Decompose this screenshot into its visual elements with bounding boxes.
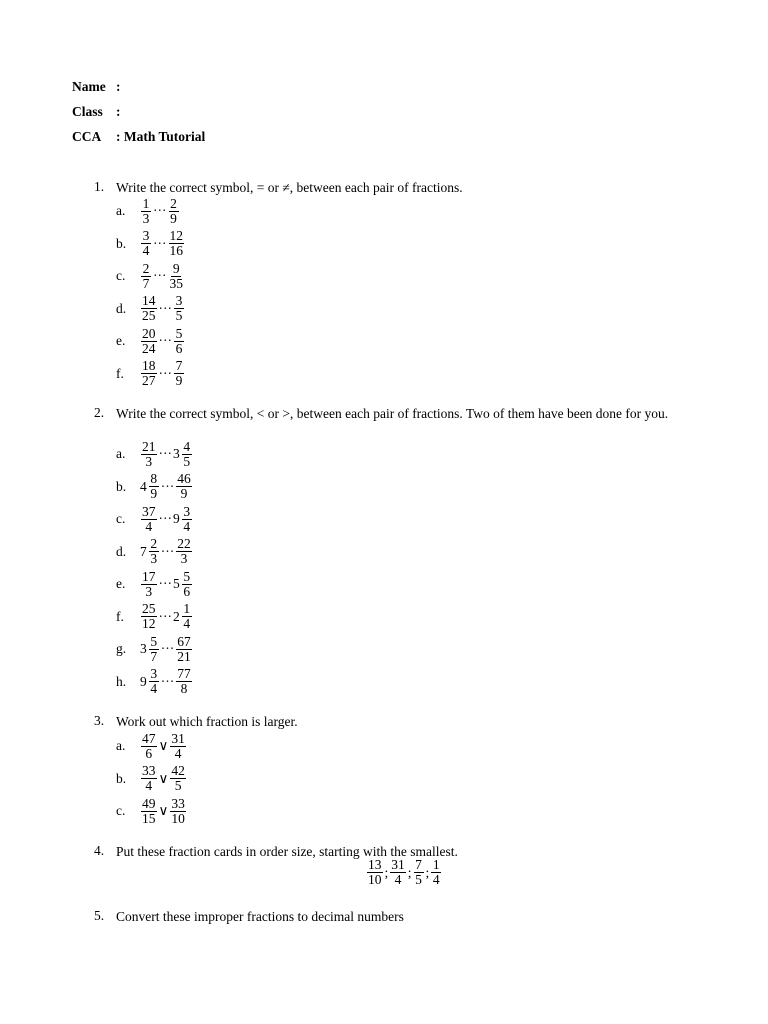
denominator: 10 — [171, 810, 185, 826]
comparison-symbol: ··· — [153, 235, 167, 251]
fraction — [431, 858, 441, 887]
whole-number: 5 — [173, 576, 180, 591]
fraction-wrap — [168, 197, 180, 226]
fraction-wrap — [140, 359, 158, 388]
fraction — [141, 440, 157, 469]
fraction-wrap — [413, 858, 425, 887]
comparison-symbol: ∨ — [158, 738, 169, 753]
fraction-wrap — [175, 472, 193, 501]
denominator: 9 — [175, 373, 183, 388]
item-row — [116, 260, 185, 292]
fraction — [141, 359, 157, 388]
fraction — [169, 229, 185, 258]
numerator: 9 — [172, 260, 180, 276]
denominator: 3 — [142, 210, 150, 226]
numerator: 1 — [142, 195, 150, 211]
denominator: 5 — [183, 453, 191, 469]
class-label: Class — [72, 104, 103, 119]
comparison-symbol: ··· — [158, 511, 172, 526]
question-number: 1. — [94, 179, 105, 194]
fraction — [141, 732, 157, 761]
numerator: 3 — [175, 293, 183, 308]
denominator: 4 — [145, 778, 153, 793]
denominator: 10 — [368, 872, 382, 887]
numerator: 77 — [177, 666, 191, 681]
fraction-wrap — [175, 667, 193, 696]
fraction — [149, 635, 159, 664]
denominator: 3 — [150, 551, 158, 566]
denominator: 7 — [142, 275, 150, 291]
fraction — [141, 197, 151, 226]
denominator: 9 — [170, 210, 177, 226]
denominator: 8 — [180, 681, 188, 696]
numerator: 1 — [183, 601, 191, 616]
item-letter: e. — [116, 576, 126, 591]
comparison-symbol: ∨ — [158, 803, 169, 818]
item-row — [116, 471, 193, 503]
fraction-comparison — [140, 229, 185, 258]
item-letter: b. — [116, 478, 127, 494]
fraction-comparison — [140, 359, 185, 388]
cca-row — [72, 129, 205, 145]
denominator: 6 — [175, 340, 183, 356]
numerator: 4 — [183, 438, 191, 454]
comparison-symbol: ··· — [160, 543, 175, 559]
mixed-number — [173, 440, 193, 469]
fraction — [182, 440, 192, 469]
numerator: 46 — [177, 471, 191, 486]
whole-number: 9 — [140, 673, 147, 689]
denominator: 6 — [145, 745, 153, 761]
fraction-comparison — [140, 764, 187, 793]
item-row — [116, 601, 193, 633]
fraction-wrap — [430, 858, 442, 887]
item-row — [116, 568, 193, 600]
denominator: 21 — [177, 648, 191, 664]
fraction — [174, 294, 184, 323]
denominator: 9 — [180, 486, 188, 501]
fraction-wrap — [169, 732, 187, 761]
question-number: 5. — [94, 908, 105, 923]
fraction-wrap — [140, 327, 158, 356]
whole-number: 4 — [140, 478, 147, 494]
item-letter: a. — [116, 738, 126, 753]
fraction — [170, 732, 186, 761]
item-letter: f. — [116, 608, 124, 624]
denominator: 7 — [150, 648, 158, 664]
numerator: 5 — [183, 568, 191, 584]
fraction-wrap — [366, 858, 384, 887]
denominator: 4 — [150, 681, 158, 696]
fraction-wrap — [140, 732, 158, 761]
numerator: 5 — [175, 325, 183, 341]
fraction-comparison — [140, 602, 193, 631]
fraction — [141, 229, 151, 258]
mixed-number — [173, 505, 193, 534]
comparison-symbol: ··· — [153, 203, 167, 218]
item-row — [116, 503, 193, 535]
fraction-wrap — [169, 764, 187, 793]
fraction — [141, 570, 157, 599]
item-letter: b. — [116, 235, 127, 251]
fraction — [367, 858, 383, 887]
mixed-number — [140, 472, 160, 501]
fraction-comparison — [140, 667, 193, 696]
denominator: 35 — [169, 275, 183, 291]
comparison-symbol: ··· — [160, 673, 175, 689]
mixed-number — [140, 635, 160, 664]
item-letter: a. — [116, 446, 126, 461]
denominator: 5 — [415, 872, 422, 887]
item-row — [116, 666, 193, 698]
denominator: 27 — [142, 373, 156, 388]
numerator: 21 — [142, 438, 156, 454]
fraction-wrap — [169, 797, 187, 826]
item-letter: d. — [116, 543, 127, 559]
numerator: 14 — [142, 293, 156, 308]
item-row — [116, 293, 185, 325]
fraction — [169, 262, 185, 291]
denominator: 4 — [142, 243, 150, 258]
item-letter: g. — [116, 641, 127, 656]
fraction-wrap — [173, 294, 185, 323]
fraction — [176, 537, 192, 566]
question-number: 3. — [94, 713, 105, 728]
item-row — [116, 438, 193, 470]
numerator: 3 — [150, 666, 158, 681]
comparison-symbol: ∨ — [158, 770, 169, 786]
fraction-comparison — [140, 440, 193, 469]
numerator: 33 — [171, 795, 185, 811]
item-letter: c. — [116, 268, 126, 283]
question-number: 4. — [94, 843, 105, 858]
denominator: 4 — [183, 616, 191, 631]
denominator: 4 — [145, 518, 153, 534]
fraction — [141, 505, 157, 534]
denominator: 9 — [150, 486, 158, 501]
fraction — [182, 602, 192, 631]
name-label: Name — [72, 79, 106, 94]
fraction — [182, 505, 192, 534]
fraction — [149, 667, 159, 696]
item-row — [116, 795, 187, 827]
whole-number: 7 — [140, 543, 147, 559]
fraction — [141, 797, 157, 826]
fraction-wrap — [140, 602, 158, 631]
fraction-comparison — [140, 505, 193, 534]
numerator: 31 — [391, 857, 405, 872]
denominator: 3 — [145, 453, 153, 469]
numerator: 5 — [150, 633, 158, 649]
item-row — [116, 763, 187, 795]
fraction-comparison — [140, 262, 185, 291]
numerator: 33 — [142, 763, 156, 778]
fraction-wrap — [173, 327, 185, 356]
fraction-comparison — [140, 570, 193, 599]
numerator: 22 — [177, 536, 191, 551]
numerator: 49 — [142, 795, 156, 811]
fraction-wrap — [140, 229, 152, 258]
fraction-wrap — [140, 797, 158, 826]
item-letter: e. — [116, 333, 126, 348]
numerator: 2 — [170, 195, 177, 211]
numerator: 67 — [177, 633, 191, 649]
fraction — [141, 602, 157, 631]
item-row — [116, 358, 185, 390]
item-row — [116, 325, 185, 357]
fraction-wrap — [175, 635, 193, 664]
fraction-comparison — [140, 797, 187, 826]
numerator: 2 — [150, 536, 158, 551]
denominator: 16 — [169, 243, 183, 258]
fraction — [176, 667, 192, 696]
class-value: : — [116, 104, 121, 119]
item-letter: b. — [116, 770, 127, 786]
card-separator: ; — [425, 864, 430, 880]
fraction — [390, 858, 406, 887]
denominator: 12 — [142, 616, 156, 631]
numerator: 3 — [142, 228, 150, 243]
numerator: 37 — [142, 503, 156, 519]
name-row — [72, 79, 121, 95]
denominator: 4 — [394, 872, 402, 887]
numerator: 1 — [432, 857, 440, 872]
item-row — [116, 195, 180, 227]
mixed-number — [140, 667, 160, 696]
item-row — [116, 633, 193, 665]
fraction-comparison — [140, 635, 193, 664]
fraction-comparison — [140, 197, 180, 226]
fraction-wrap — [389, 858, 407, 887]
comparison-symbol: ··· — [158, 365, 172, 381]
comparison-symbol: ··· — [158, 576, 172, 591]
denominator: 4 — [183, 518, 191, 534]
whole-number: 3 — [173, 446, 180, 461]
name-value: : — [116, 79, 121, 94]
numerator: 25 — [142, 601, 156, 616]
card-separator: ; — [384, 864, 389, 880]
fraction-wrap — [140, 440, 158, 469]
fraction-wrap — [140, 262, 152, 291]
fraction — [182, 570, 192, 599]
numerator: 20 — [142, 325, 156, 341]
numerator: 17 — [142, 568, 156, 584]
fraction — [149, 472, 159, 501]
mixed-number — [140, 537, 160, 566]
item-letter: a. — [116, 203, 126, 218]
question-text: Work out which fraction is larger. — [116, 714, 298, 729]
item-letter: c. — [116, 803, 126, 818]
comparison-symbol: ··· — [158, 608, 172, 624]
comparison-symbol: ··· — [158, 333, 172, 348]
comparison-symbol: ··· — [153, 268, 167, 283]
fraction — [141, 764, 157, 793]
denominator: 24 — [142, 340, 156, 356]
question-text: Write the correct symbol, < or >, between each pair of fractions. Two of them have been done for you. — [116, 406, 669, 421]
numerator: 42 — [171, 763, 185, 778]
question-text: Put these fraction cards in order size, starting with the smallest. — [116, 844, 458, 859]
fraction-wrap — [173, 359, 185, 388]
card-separator: ; — [407, 864, 412, 880]
item-letter: h. — [116, 673, 127, 689]
fraction-comparison — [140, 327, 185, 356]
item-letter: c. — [116, 511, 126, 526]
denominator: 5 — [174, 778, 182, 793]
mixed-number — [173, 570, 193, 599]
cca-label: CCA — [72, 129, 102, 144]
numerator: 3 — [183, 503, 191, 519]
question-text: Convert these improper fractions to decimal numbers — [116, 909, 404, 924]
fraction-wrap — [140, 197, 152, 226]
item-row — [116, 536, 193, 568]
cca-value: : Math Tutorial — [116, 129, 206, 144]
denominator: 4 — [174, 745, 182, 761]
comparison-symbol: ··· — [160, 641, 175, 656]
denominator: 4 — [432, 872, 440, 887]
item-row — [116, 228, 185, 260]
denominator: 25 — [142, 308, 156, 323]
numerator: 7 — [415, 857, 422, 872]
item-row — [116, 730, 187, 762]
whole-number: 2 — [173, 608, 180, 624]
comparison-symbol: ··· — [158, 300, 172, 316]
fraction-wrap — [140, 570, 158, 599]
fraction-comparison — [140, 732, 187, 761]
numerator: 8 — [150, 471, 158, 486]
question-text: Write the correct symbol, = or ≠, between each pair of fractions. — [116, 180, 463, 195]
fraction — [174, 327, 184, 356]
fraction — [170, 797, 186, 826]
fraction — [149, 537, 159, 566]
fraction-wrap — [140, 505, 158, 534]
numerator: 47 — [142, 730, 156, 746]
comparison-symbol: ··· — [160, 478, 175, 494]
fraction — [141, 294, 157, 323]
numerator: 12 — [169, 228, 183, 243]
fraction — [141, 262, 151, 291]
fraction-wrap — [168, 229, 186, 258]
fraction-wrap — [175, 537, 193, 566]
whole-number: 3 — [140, 641, 147, 656]
fraction — [414, 858, 424, 887]
denominator: 15 — [142, 810, 156, 826]
item-letter: d. — [116, 300, 127, 316]
denominator: 3 — [180, 551, 188, 566]
fraction-wrap — [140, 764, 158, 793]
denominator: 3 — [145, 583, 153, 599]
fraction — [176, 472, 192, 501]
whole-number: 9 — [173, 511, 180, 526]
numerator: 31 — [171, 730, 185, 746]
numerator: 13 — [368, 857, 382, 872]
fraction — [176, 635, 192, 664]
mixed-number — [173, 602, 193, 631]
fraction — [169, 197, 179, 226]
numerator: 18 — [142, 358, 156, 373]
fraction-comparison — [140, 294, 185, 323]
denominator: 5 — [175, 308, 183, 323]
fraction-wrap — [168, 262, 186, 291]
fraction — [174, 359, 184, 388]
fraction-cards — [366, 858, 442, 887]
numerator: 2 — [142, 260, 150, 276]
question-number: 2. — [94, 405, 105, 420]
denominator: 6 — [183, 583, 191, 599]
fraction-comparison — [140, 472, 193, 501]
fraction — [141, 327, 157, 356]
item-letter: f. — [116, 365, 124, 381]
class-row — [72, 104, 121, 120]
fraction-wrap — [140, 294, 158, 323]
comparison-symbol: ··· — [158, 446, 172, 461]
numerator: 7 — [175, 358, 183, 373]
fraction — [170, 764, 186, 793]
fraction-comparison — [140, 537, 193, 566]
